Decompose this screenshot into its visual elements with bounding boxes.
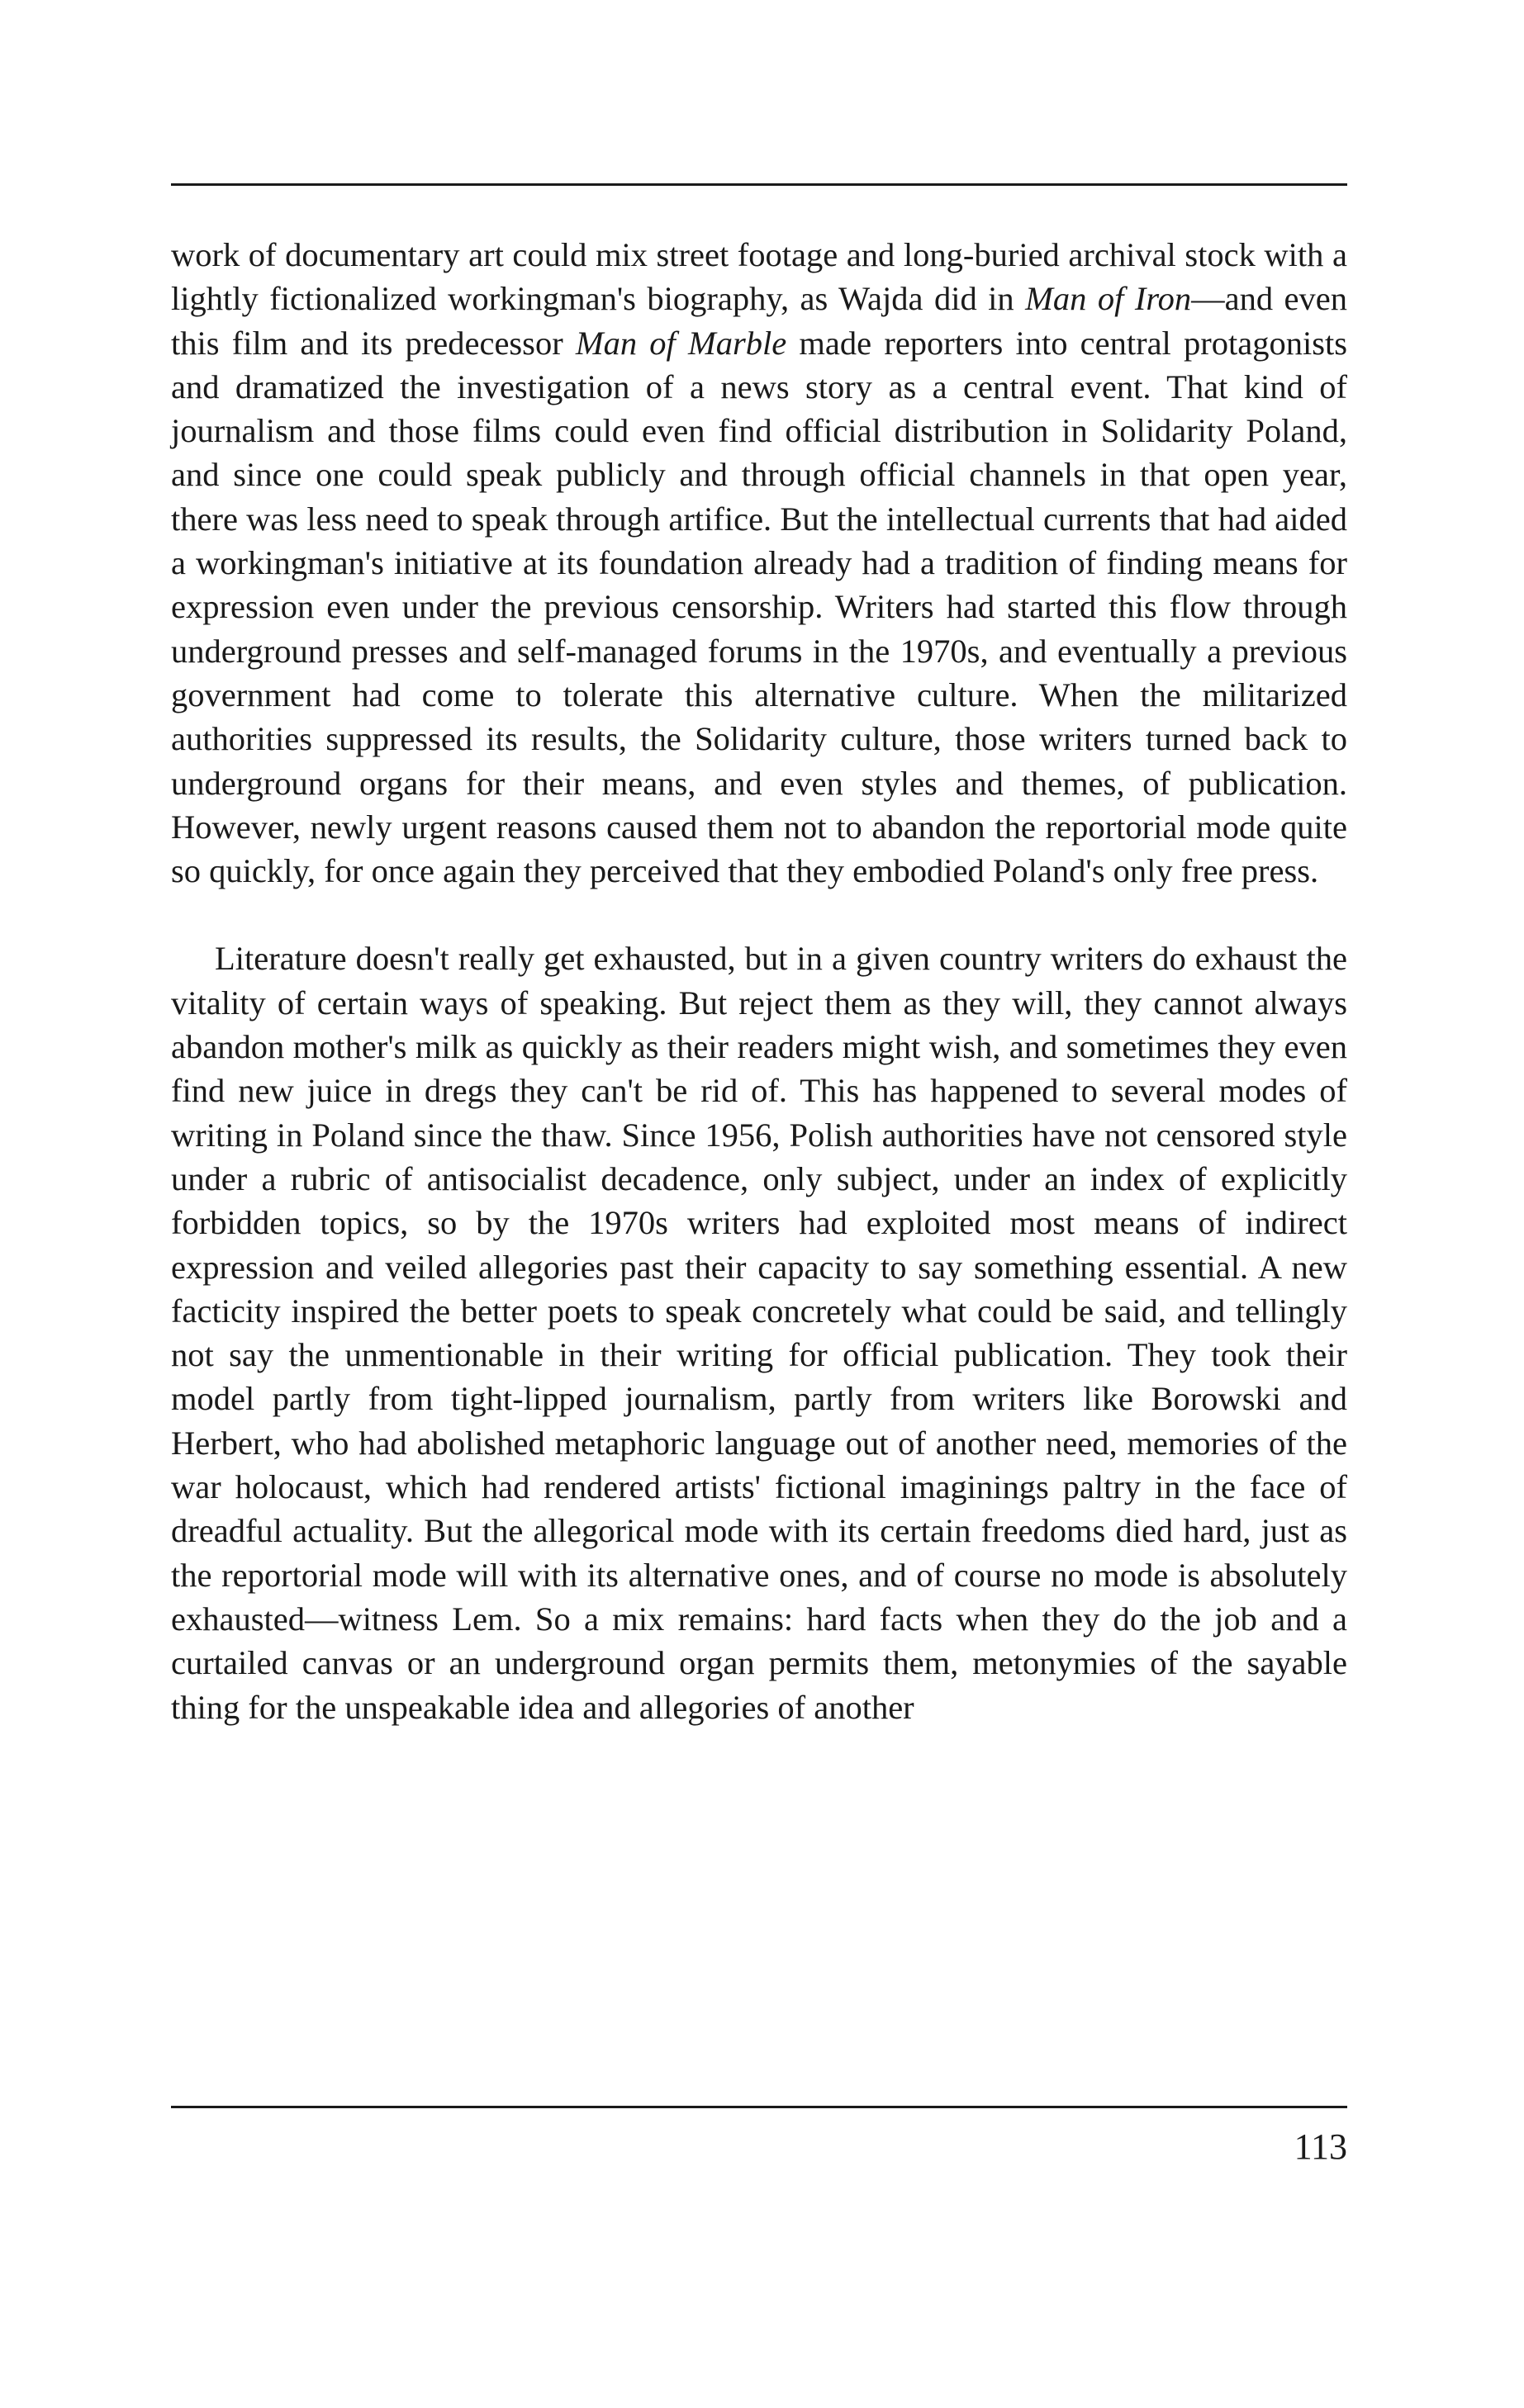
footer-rule: [171, 2106, 1347, 2108]
paragraph-1-text-c: made reporters into central protagonists and dramatized the investigation of a news story as a central event. That kind of journalism and those films could even find official distribution in Solidarity Poland, and since one could speak publicly and through official channels in that open year, there was less need to speak through artifice. But the intellectual currents that had aided a workingman's initiative at its foundation already had a tradition of finding means for expression even under the previous censorship. Writers had started this flow through underground presses and self-managed forums in the 1970s, and eventually a previous government had come to tolerate this alternative culture. When the militarized authorities suppressed its results, the Solidarity culture, those writers turned back to underground organs for their means, and even styles and themes, of publication. However, newly urgent reasons caused them not to abandon the reportorial mode quite so quickly, for once again they perceived that they embodied Poland's only free press.: [171, 324, 1347, 890]
paragraph-2: Literature doesn't really get exhausted, but in a given country writers do exhaust the vitality of certain ways of speaking. But reject them as they will, they cannot always abandon mother's milk as quickly as their readers might wish, and sometimes they even find new juice in dregs they can't be rid of. This has happened to several modes of writing in Poland since the thaw. Since 1956, Polish authorities have not censored style under a rubric of antisocialist decadence, only subject, under an index of explicitly forbidden topics, so by the 1970s writers had exploited most means of indirect expression and veiled allegories past their capacity to say something essential. A new facticity inspired the better poets to speak concretely what could be said, and tellingly not say the unmentionable in their writing for official publication. They took their model partly from tight-lipped journalism, partly from writers like Borowski and Herbert, who had abolished metaphoric language out of another need, memories of the war holocaust, which had rendered artists' fictional imaginings paltry in the face of dreadful actuality. But the allegorical mode with its certain freedoms died hard, just as the reportorial mode will with its alternative ones, and of course no mode is absolutely exhausted—witness Lem. So a mix remains: hard facts when they do the job and a curtailed canvas or an underground organ permits them, metonymies of the sayable thing for the unspeakable idea and allegories of another: [171, 940, 1347, 1726]
body-text: [171, 233, 1347, 1729]
paragraph-1-text-a: work of documentary art could mix street footage and long-buried archival stock with a lightly fictionalized workingman's biography, as Wajda did in: [171, 236, 1347, 318]
paragraph-1: [171, 233, 1347, 893]
page-number: 113: [1294, 2126, 1347, 2167]
film-title-man-of-iron: Man of Iron: [1025, 280, 1192, 318]
paragraph-1-text-b: —and even this film and its predecessor: [171, 280, 1347, 362]
film-title-man-of-marble: Man of Marble: [575, 324, 787, 362]
header-rule: [171, 183, 1347, 186]
